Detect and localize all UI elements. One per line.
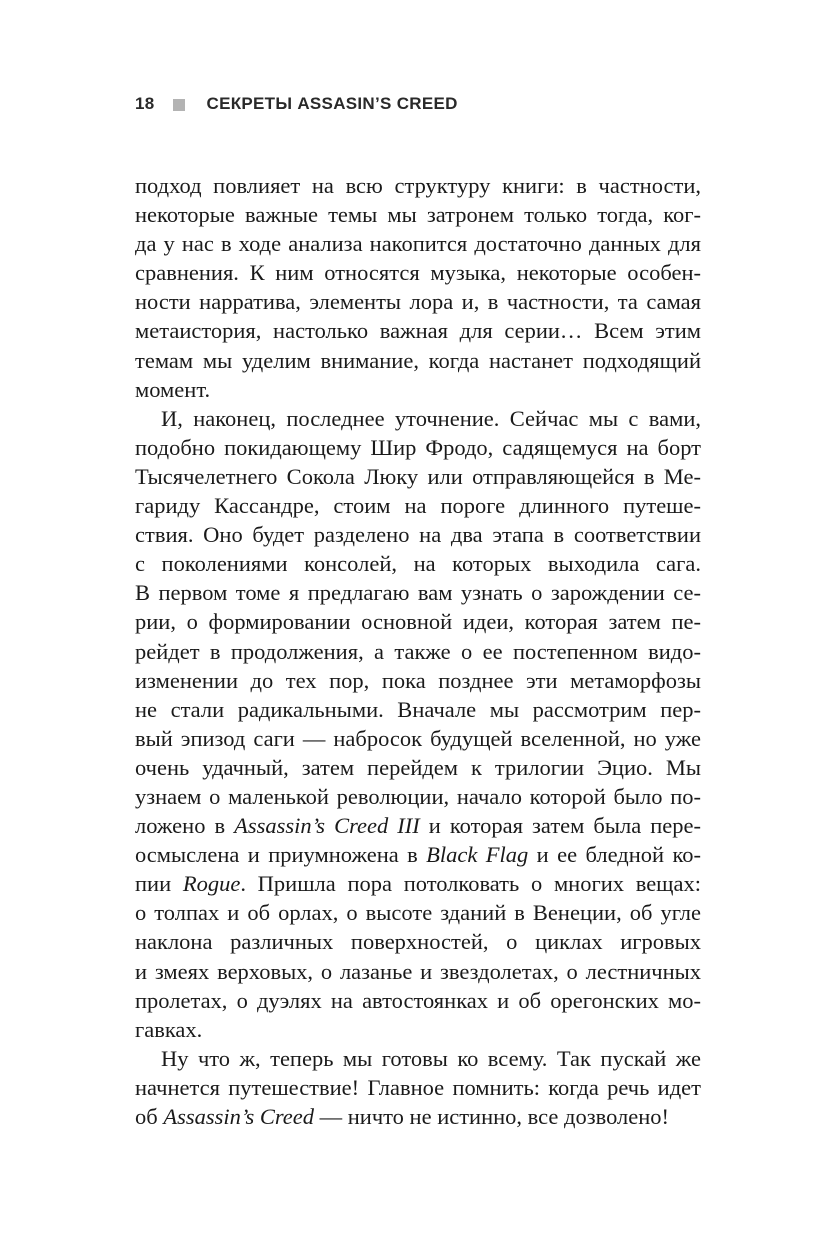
text-line bbox=[135, 927, 701, 956]
text-segment: наклона различных поверхностей, о циклах игровых bbox=[135, 929, 701, 955]
text-segment: И, наконец, последнее уточнение. Сейчас мы с вами, bbox=[161, 405, 701, 431]
text-segment: и ее бледной ко- bbox=[528, 842, 701, 868]
text-line bbox=[135, 607, 701, 636]
text-segment: . Пришла пора потолковать о многих вещах: bbox=[240, 871, 701, 897]
text-segment: очень удачный, затем перейдем к трилогии Эцио. Мы bbox=[135, 754, 701, 780]
running-header bbox=[135, 90, 458, 118]
header-square-ornament bbox=[173, 99, 185, 111]
paragraph bbox=[135, 404, 701, 1044]
page-number: 18 bbox=[135, 94, 155, 113]
text-line bbox=[135, 491, 701, 520]
text-segment: пии bbox=[135, 871, 183, 897]
text-line bbox=[135, 753, 701, 782]
text-line bbox=[135, 1015, 701, 1044]
text-segment: узнаем о маленькой революции, начало которой было по- bbox=[135, 783, 701, 809]
text-line bbox=[135, 986, 701, 1015]
text-segment: и змеях верховых, о лазанье и звездолетах, о лестничных bbox=[135, 958, 701, 984]
paragraph bbox=[135, 171, 701, 404]
text-segment: начнется путешествие! Главное помнить: когда речь идет bbox=[135, 1074, 701, 1100]
text-segment: подобно покидающему Шир Фродо, садящемуся на борт bbox=[135, 434, 701, 460]
text-segment: Ну что ж, теперь мы готовы ко всему. Так пускай же bbox=[161, 1045, 701, 1071]
text-line bbox=[135, 1044, 701, 1073]
text-line bbox=[135, 811, 701, 840]
text-segment: момент. bbox=[135, 376, 211, 402]
text-segment: сравнения. К ним относятся музыка, некоторые особен- bbox=[135, 260, 701, 286]
text-line bbox=[135, 520, 701, 549]
text-segment: изменении до тех пор, пока позднее эти метаморфозы bbox=[135, 667, 701, 693]
text-line bbox=[135, 695, 701, 724]
text-line bbox=[135, 724, 701, 753]
text-line bbox=[135, 840, 701, 869]
italic-title: Assassin’s Creed bbox=[163, 1104, 314, 1129]
text-segment: гариду Кассандре, стоим на пороге длинного путеше- bbox=[135, 493, 701, 519]
text-line bbox=[135, 1102, 701, 1131]
text-segment: осмыслена и приумножена в bbox=[135, 842, 427, 868]
body-text bbox=[135, 171, 701, 1131]
text-line bbox=[135, 782, 701, 811]
text-line bbox=[135, 578, 701, 607]
text-segment: и которая затем была пере- bbox=[419, 813, 701, 839]
text-line bbox=[135, 869, 701, 898]
text-line bbox=[135, 898, 701, 927]
text-segment: вый эпизод саги — набросок будущей вселенной, но уже bbox=[135, 725, 701, 751]
text-line bbox=[135, 346, 701, 375]
text-segment: не стали радикальными. Вначале мы рассмотрим пер- bbox=[135, 696, 701, 722]
text-line bbox=[135, 462, 701, 491]
text-segment: некоторые важные темы мы затронем только тогда, ког- bbox=[135, 202, 701, 228]
text-line bbox=[135, 637, 701, 666]
italic-title: Rogue bbox=[182, 871, 241, 897]
text-segment: пролетах, о дуэлях на автостоянках и об орегонских мо- bbox=[135, 987, 701, 1013]
text-line bbox=[135, 229, 701, 258]
text-segment: В первом томе я предлагаю вам узнать о зарождении се- bbox=[135, 580, 701, 606]
text-segment: с поколениями консолей, на которых выходила сага. bbox=[135, 551, 701, 577]
text-segment: ствия. Оно будет разделено на два этапа в соответствии bbox=[135, 522, 701, 548]
text-segment: да у нас в ходе анализа накопится достаточно данных для bbox=[135, 231, 701, 257]
text-line bbox=[135, 258, 701, 287]
text-segment: рейдет в продолжения, а также о ее постепенном видо- bbox=[135, 638, 701, 664]
text-segment: метаистория, настолько важная для серии… Всем этим bbox=[135, 318, 701, 344]
text-segment: гавках. bbox=[135, 1016, 203, 1042]
text-line bbox=[135, 404, 701, 433]
text-segment: темам мы уделим внимание, когда настанет подходящий bbox=[135, 347, 701, 373]
italic-title: Assassin’s Creed III bbox=[234, 813, 420, 839]
text-segment: о толпах и об орлах, о высоте зданий в Венеции, об угле bbox=[135, 900, 701, 926]
text-segment: ности нарратива, элементы лора и, в частности, та самая bbox=[135, 289, 701, 315]
text-segment: об bbox=[135, 1104, 164, 1129]
text-segment: Тысячелетнего Сокола Люку или отправляющейся в Ме- bbox=[135, 463, 701, 489]
text-line bbox=[135, 316, 701, 345]
text-segment: подход повлияет на всю структуру книги: в частности, bbox=[135, 173, 701, 198]
text-line bbox=[135, 200, 701, 229]
paragraph bbox=[135, 1044, 701, 1131]
text-line bbox=[135, 666, 701, 695]
text-line bbox=[135, 1073, 701, 1102]
text-line bbox=[135, 287, 701, 316]
text-segment: рии, о формировании основной идеи, которая затем пе- bbox=[135, 609, 701, 635]
text-segment: — ничто не истинно, все дозволено! bbox=[313, 1104, 670, 1129]
running-title: СЕКРЕТЫ ASSASIN’S CREED bbox=[206, 94, 458, 113]
text-line bbox=[135, 549, 701, 578]
text-line bbox=[135, 433, 701, 462]
text-line bbox=[135, 957, 701, 986]
italic-title: Black Flag bbox=[426, 842, 529, 868]
text-line bbox=[135, 375, 701, 404]
text-segment: ложено в bbox=[135, 813, 235, 839]
text-line bbox=[135, 171, 701, 200]
